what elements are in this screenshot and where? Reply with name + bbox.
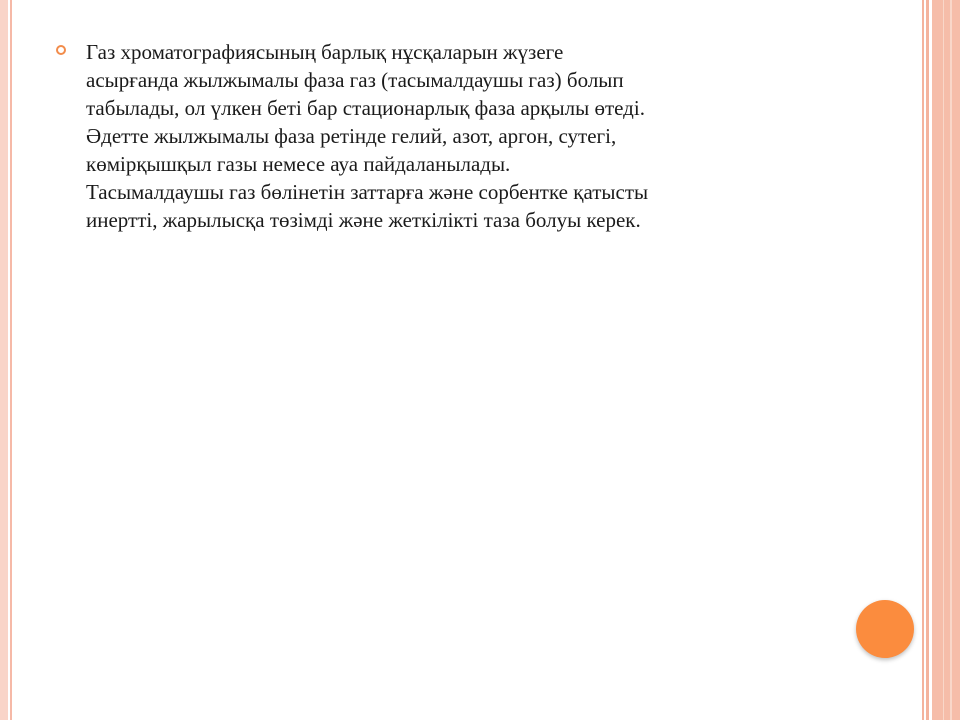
- bullet-circle-icon: [56, 45, 66, 55]
- text-line: инертті, жарылысқа төзімді және жеткілікті таза болуы керек.: [86, 208, 641, 232]
- text-line: Газ хроматографиясының барлық нұсқаларын жүзеге: [86, 40, 564, 64]
- left-edge-stripe: [0, 0, 8, 720]
- text-line: табылады, ол үлкен беті бар стационарлық фаза арқылы өтеді.: [86, 96, 645, 120]
- text-line: көмірқышқыл газы немесе ауа пайдаланылады.: [86, 152, 511, 176]
- slide-content: [56, 38, 836, 234]
- left-edge-line: [10, 0, 12, 720]
- bullet-item: [56, 38, 836, 234]
- right-stripe-line: [943, 0, 944, 720]
- right-stripe-line: [922, 0, 924, 720]
- right-stripe-band: [932, 0, 960, 720]
- right-stripe-line: [950, 0, 952, 720]
- right-stripe-line: [926, 0, 929, 720]
- text-line: Әдетте жылжымалы фаза ретінде гелий, азот, аргон, сутегі,: [86, 124, 617, 148]
- text-line: Тасымалдаушы газ бөлінетін заттарға және сорбентке қатысты: [86, 180, 649, 204]
- right-edge-stripes: [916, 0, 960, 720]
- bullet-text: [86, 38, 648, 234]
- decorative-circle-icon: [856, 600, 914, 658]
- text-line: асырғанда жылжымалы фаза газ (тасымалдаушы газ) болып: [86, 68, 624, 92]
